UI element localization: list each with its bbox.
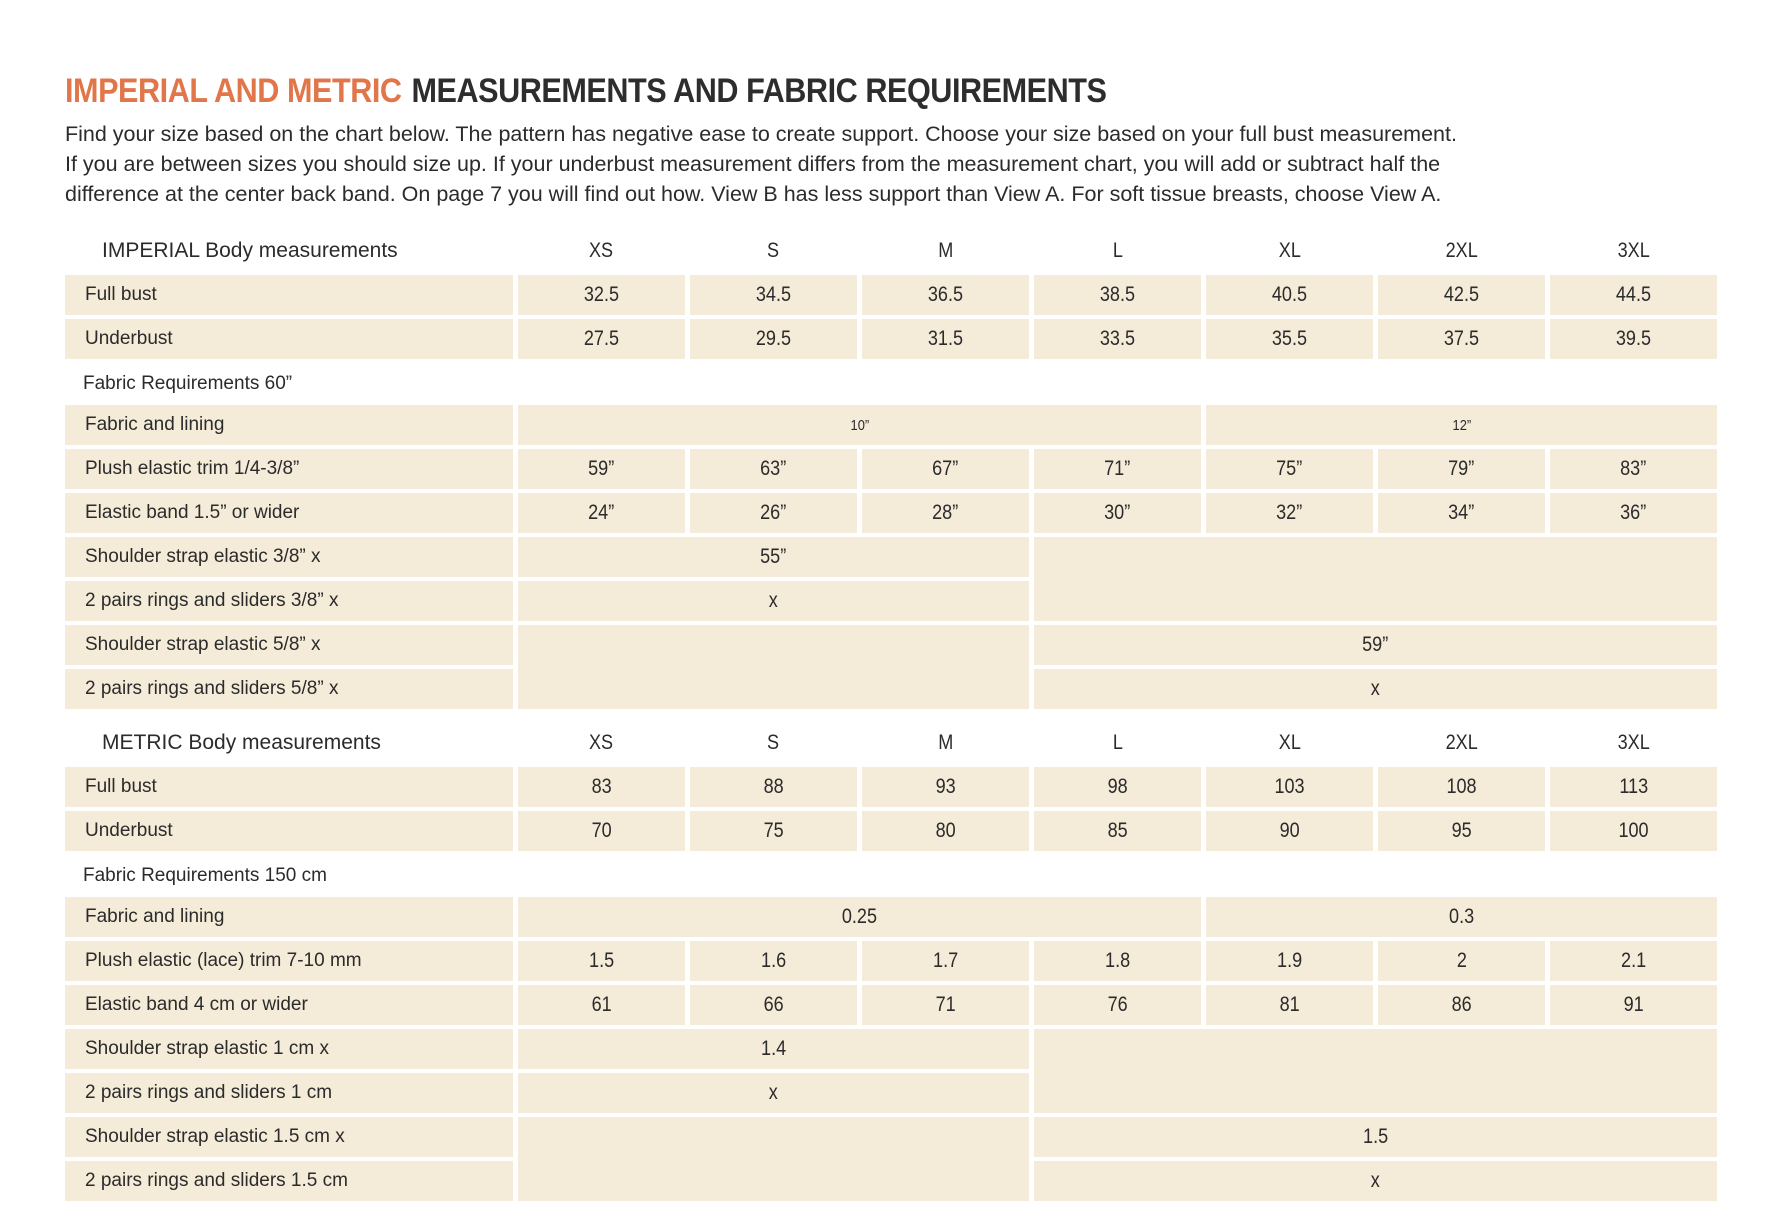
merged-value-cell: 55” [518,537,1029,577]
value-cell: 95 [1378,811,1545,851]
fabric-requirements-150-label: Fabric Requirements 150 cm [83,865,327,886]
merged-value-cell: x [518,581,1029,621]
value-cell: 1.7 [862,941,1029,981]
row-label-full-bust: Full bust [65,275,513,315]
value-cell: 83” [1550,449,1717,489]
title-rest: MEASUREMENTS AND FABRIC REQUIREMENTS [411,72,1107,110]
metric-fabric-requirements-table [65,897,1717,1201]
size-header-3xl: 3XL [1550,723,1717,763]
page-title [65,72,1603,111]
value-cell: 70 [518,811,685,851]
size-header-2xl: 2XL [1378,723,1545,763]
title-highlight: IMPERIAL AND METRIC [65,72,402,110]
value-cell: 67” [862,449,1029,489]
value-cell: 34.5 [690,275,857,315]
value-cell: 32” [1206,493,1373,533]
value-cell: 83 [518,767,685,807]
value-cell: 59” [518,449,685,489]
size-header-l: L [1034,723,1201,763]
intro-line-3: difference at the center back band. On page 7 you will find out how. View B has less support than View A. For soft tissue breasts, choose View A. [65,182,1442,206]
value-cell: 29.5 [690,319,857,359]
value-cell: 103 [1206,767,1373,807]
row-label-fabric-and-lining: Fabric and lining [65,405,513,445]
empty-merged-cell [1034,537,1717,621]
size-header-xl: XL [1206,723,1373,763]
value-cell: 75 [690,811,857,851]
value-cell: 39.5 [1550,319,1717,359]
value-cell: 90 [1206,811,1373,851]
value-cell: 76 [1034,985,1201,1025]
value-cell: 81 [1206,985,1373,1025]
value-cell: 79” [1378,449,1545,489]
imperial-table-header: IMPERIAL Body measurements [65,231,513,271]
row-label-rings-sliders-small: 2 pairs rings and sliders 1 cm [65,1073,513,1113]
value-cell: 33.5 [1034,319,1201,359]
value-cell: 24” [518,493,685,533]
value-cell: 71” [1034,449,1201,489]
value-cell: 32.5 [518,275,685,315]
row-label-plush-elastic-trim: Plush elastic trim 1/4-3/8” [65,449,513,489]
size-header-s: S [690,723,857,763]
value-cell: 1.6 [690,941,857,981]
merged-value-cell: 59” [1034,625,1717,665]
size-header-l: L [1034,231,1201,271]
value-cell: 26” [690,493,857,533]
value-cell: 34” [1378,493,1545,533]
size-header-3xl: 3XL [1550,231,1717,271]
size-header-2xl: 2XL [1378,231,1545,271]
value-cell: 36” [1550,493,1717,533]
merged-value-cell: x [518,1073,1029,1113]
value-cell: 1.9 [1206,941,1373,981]
value-cell: 66 [690,985,857,1025]
size-header-xl: XL [1206,231,1373,271]
value-cell: 2.1 [1550,941,1717,981]
row-label-plush-elastic-lace-trim: Plush elastic (lace) trim 7-10 mm [65,941,513,981]
metric-table-header: METRIC Body measurements [65,723,513,763]
value-cell: 30” [1034,493,1201,533]
imperial-body-measurements-table [65,231,1717,359]
value-cell: 108 [1378,767,1545,807]
row-label-underbust: Underbust [65,319,513,359]
value-cell: 75” [1206,449,1373,489]
merged-value-cell: 1.4 [518,1029,1029,1069]
value-cell: 38.5 [1034,275,1201,315]
value-cell: 37.5 [1378,319,1545,359]
size-header-xs: XS [518,723,685,763]
value-cell: 88 [690,767,857,807]
row-label-fabric-and-lining: Fabric and lining [65,897,513,937]
merged-value-cell: 0.3 [1206,897,1717,937]
value-cell: 100 [1550,811,1717,851]
size-header-m: M [862,723,1029,763]
merged-value-cell: x [1034,669,1717,709]
empty-merged-cell [518,1117,1029,1201]
empty-merged-cell [518,625,1029,709]
row-label-shoulder-strap-elastic-small: Shoulder strap elastic 3/8” x [65,537,513,577]
row-label-underbust: Underbust [65,811,513,851]
value-cell: 86 [1378,985,1545,1025]
value-cell: 31.5 [862,319,1029,359]
value-cell: 91 [1550,985,1717,1025]
row-label-full-bust: Full bust [65,767,513,807]
value-cell: 113 [1550,767,1717,807]
intro-line-2: If you are between sizes you should size up. If your underbust measurement differs from the measurement chart, you will add or subtract half the [65,152,1441,176]
size-header-m: M [862,231,1029,271]
row-label-elastic-band: Elastic band 4 cm or wider [65,985,513,1025]
value-cell: 44.5 [1550,275,1717,315]
merged-value-cell: 0.25 [518,897,1201,937]
value-cell: 80 [862,811,1029,851]
value-cell: 42.5 [1378,275,1545,315]
row-label-shoulder-strap-elastic-small: Shoulder strap elastic 1 cm x [65,1029,513,1069]
metric-body-measurements-table [65,723,1717,851]
fabric-requirements-60-label: Fabric Requirements 60” [83,373,293,394]
value-cell: 98 [1034,767,1201,807]
value-cell: 35.5 [1206,319,1373,359]
value-cell: 93 [862,767,1029,807]
row-label-shoulder-strap-elastic-large: Shoulder strap elastic 1.5 cm x [65,1117,513,1157]
value-cell: 28” [862,493,1029,533]
intro-paragraph [65,119,1774,209]
row-label-rings-sliders-small: 2 pairs rings and sliders 3/8” x [65,581,513,621]
value-cell: 36.5 [862,275,1029,315]
value-cell: 1.8 [1034,941,1201,981]
size-header-xs: XS [518,231,685,271]
merged-value-cell: 1.5 [1034,1117,1717,1157]
merged-value-cell: 10” [518,405,1201,445]
value-cell: 63” [690,449,857,489]
value-cell: 2 [1378,941,1545,981]
size-header-s: S [690,231,857,271]
value-cell: 85 [1034,811,1201,851]
row-label-rings-sliders-large: 2 pairs rings and sliders 5/8” x [65,669,513,709]
row-label-elastic-band: Elastic band 1.5” or wider [65,493,513,533]
merged-value-cell: x [1034,1161,1717,1201]
value-cell: 1.5 [518,941,685,981]
value-cell: 40.5 [1206,275,1373,315]
intro-line-1: Find your size based on the chart below. The pattern has negative ease to create support. Choose your size based on your full bust measurement. [65,122,1457,146]
value-cell: 71 [862,985,1029,1025]
row-label-shoulder-strap-elastic-large: Shoulder strap elastic 5/8” x [65,625,513,665]
row-label-rings-sliders-large: 2 pairs rings and sliders 1.5 cm [65,1161,513,1201]
empty-merged-cell [1034,1029,1717,1113]
value-cell: 61 [518,985,685,1025]
merged-value-cell: 12” [1206,405,1717,445]
imperial-fabric-requirements-table [65,405,1717,709]
value-cell: 27.5 [518,319,685,359]
